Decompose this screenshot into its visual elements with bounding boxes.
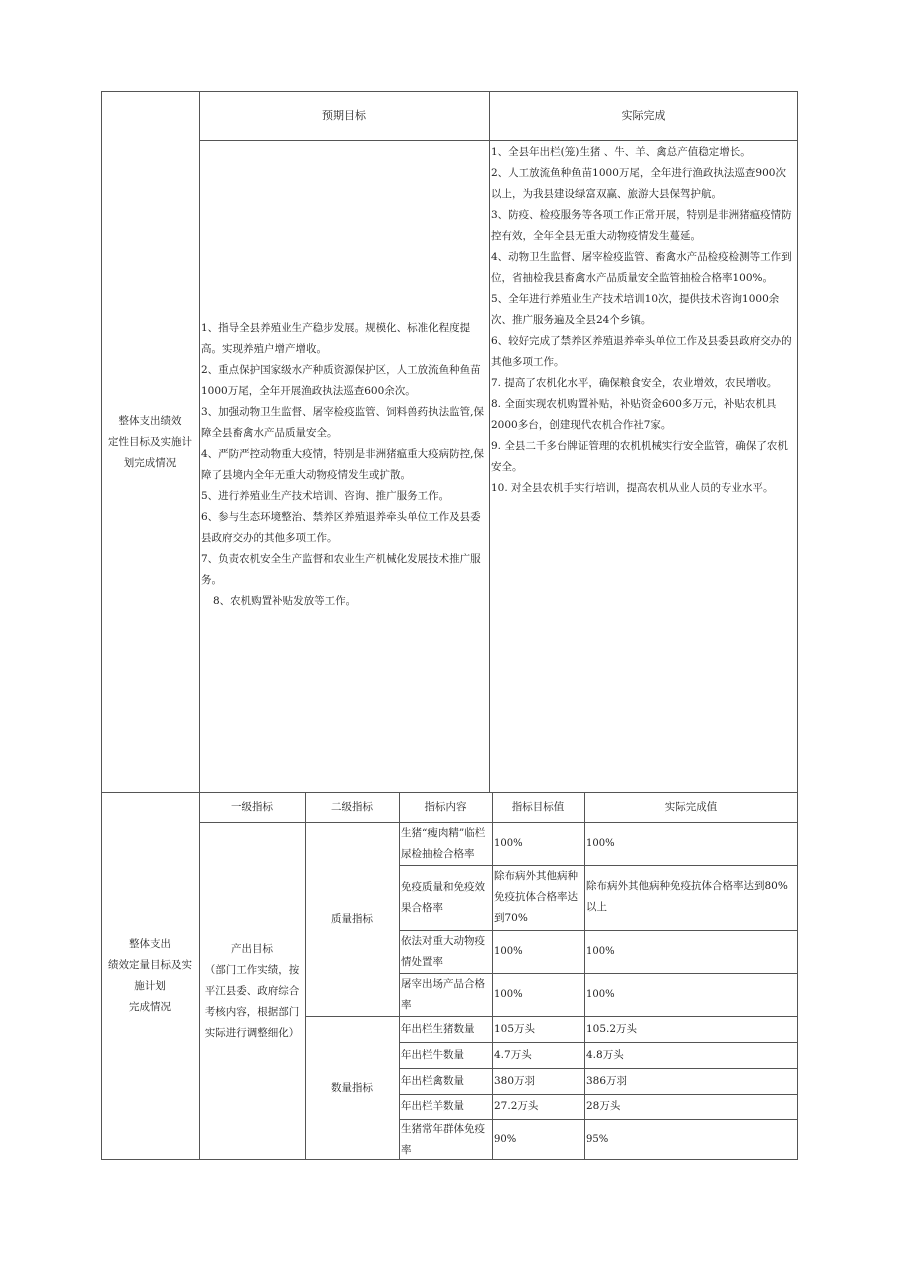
table-row-content: 生猪“瘦肉精”临栏尿检抽检合格率 xyxy=(401,826,486,860)
expected-goals-list xyxy=(201,318,487,612)
table-row-content: 年出栏生猪数量 xyxy=(401,1022,475,1035)
list-item: 9. 全县二千多台牌证管理的农机机械实行安全监管，确保了农机安全。 xyxy=(491,440,788,473)
table-row-actual: 除布病外其他病种免疫抗体合格率达到80%以上 xyxy=(586,880,788,913)
section2-label: 整体支出 绩效定量目标及实 施计划 完成情况 xyxy=(108,938,192,1013)
table-row-content: 屠宰出场产品合格率 xyxy=(401,977,485,1011)
level1-output-goal: 产出目标 （部门工作实绩，按 平江县委、政府综合 考核内容，根据部门 实际进行调整细化） xyxy=(204,942,300,1039)
table-row-actual: 4.8万头 xyxy=(586,1048,624,1061)
header-actual: 实际完成值 xyxy=(664,800,718,813)
header-actual-completion: 实际完成 xyxy=(621,109,666,122)
table-row-target: 除布病外其他病种免疫抗体合格率达到70% xyxy=(494,870,578,924)
table-row-actual: 105.2万头 xyxy=(586,1022,638,1035)
list-item: 8. 全面实现农机购置补贴，补贴资金600多万元，补贴农机具2000多台，创建现代农机合作社7家。 xyxy=(491,398,777,431)
actual-completion-list xyxy=(491,142,796,499)
table-row-content: 年出栏羊数量 xyxy=(401,1100,464,1112)
level2-quantity: 数量指标 xyxy=(331,1081,373,1094)
table-row-content: 生猪常年群体免疫率 xyxy=(401,1122,485,1156)
table-row-target: 100% xyxy=(494,838,523,849)
header-level2: 二级指标 xyxy=(331,800,373,813)
table-row-actual: 100% xyxy=(586,838,615,849)
table-row-actual: 100% xyxy=(586,989,615,1000)
table-row-target: 27.2万头 xyxy=(494,1100,539,1112)
table-row-actual: 28万头 xyxy=(586,1100,621,1112)
table-row-content: 免疫质量和免疫效果合格率 xyxy=(401,880,485,914)
table-row-content: 依法对重大动物疫情处置率 xyxy=(401,934,485,968)
table-row-actual: 386万羽 xyxy=(586,1074,628,1087)
list-item: 10. 对全县农机手实行培训，提高农机从业人员的专业水平。 xyxy=(491,482,774,494)
list-item: 5、全年进行养殖业生产技术培训10次，提供技术咨询1000余次、推广服务遍及全县24个乡镇。 xyxy=(491,293,780,326)
section1-label: 整体支出绩效 定性目标及实施计 划完成情况 xyxy=(108,414,192,469)
header-target: 指标目标值 xyxy=(511,800,565,813)
table-row-content: 年出栏禽数量 xyxy=(401,1074,464,1087)
list-item: 6、参与生态环境整治、禁养区养殖退养牵头单位工作及县委县政府交办的其他多项工作。 xyxy=(201,511,481,544)
header-expected-goal: 预期目标 xyxy=(322,109,366,122)
table-row-content: 年出栏牛数量 xyxy=(401,1048,464,1061)
list-item: 8、农机购置补贴发放等工作。 xyxy=(213,595,357,607)
list-item: 4、动物卫生监督、屠宰检疫监管、畜禽水产品检疫检测等工作到位，省抽检我县畜禽水产品质量安全监管抽检合格率100%。 xyxy=(491,251,792,284)
header-level1: 一级指标 xyxy=(231,800,273,813)
list-item: 7. 提高了农机化水平，确保粮食安全，农业增效，农民增收。 xyxy=(491,377,778,389)
list-item: 2、人工放流鱼种鱼苗1000万尾，全年进行渔政执法巡查900次以上，为我县建设绿富双赢、旅游大县保驾护航。 xyxy=(491,167,786,200)
list-item: 7、负责农机安全生产监督和农业生产机械化发展技术推广服务。 xyxy=(201,553,481,586)
list-item: 3、防疫、检疫服务等各项工作正常开展，特别是非洲猪瘟疫情防控有效，全年全县无重大动物疫情发生蔓延。 xyxy=(491,209,792,242)
table-row-target: 100% xyxy=(494,989,523,1000)
level2-quality: 质量指标 xyxy=(331,912,373,925)
list-item: 6、较好完成了禁养区养殖退养牵头单位工作及县委县政府交办的其他多项工作。 xyxy=(491,335,792,368)
table-row-target: 105万头 xyxy=(494,1022,536,1035)
header-content: 指标内容 xyxy=(424,800,467,813)
list-item: 4、严防严控动物重大疫情，特别是非洲猪瘟重大疫病防控,保障了县境内全年无重大动物疫情发生或扩散。 xyxy=(201,448,485,481)
list-item: 1、指导全县养殖业生产稳步发展。规模化、标准化程度提高。实现养殖户增产增收。 xyxy=(201,322,471,355)
list-item: 1、全县年出栏(笼)生猪 、牛、羊、禽总产值稳定增长。 xyxy=(491,146,751,158)
table-row-target: 90% xyxy=(494,1134,517,1145)
list-item: 5、进行养殖业生产技术培训、咨询、推广服务工作。 xyxy=(201,490,450,502)
table-row-target: 100% xyxy=(494,946,523,957)
list-item: 2、重点保护国家级水产种质资源保护区，人工放流鱼种鱼苗1000万尾，全年开展渔政执法巡查600余次。 xyxy=(201,364,481,397)
table-row-target: 4.7万头 xyxy=(494,1048,532,1061)
table-row-target: 380万羽 xyxy=(494,1074,536,1087)
table-row-actual: 95% xyxy=(586,1134,609,1145)
table-row-actual: 100% xyxy=(586,946,615,957)
list-item: 3、加强动物卫生监督、屠宰检疫监管、饲料兽药执法监管,保障全县畜禽水产品质量安全。 xyxy=(201,406,485,439)
